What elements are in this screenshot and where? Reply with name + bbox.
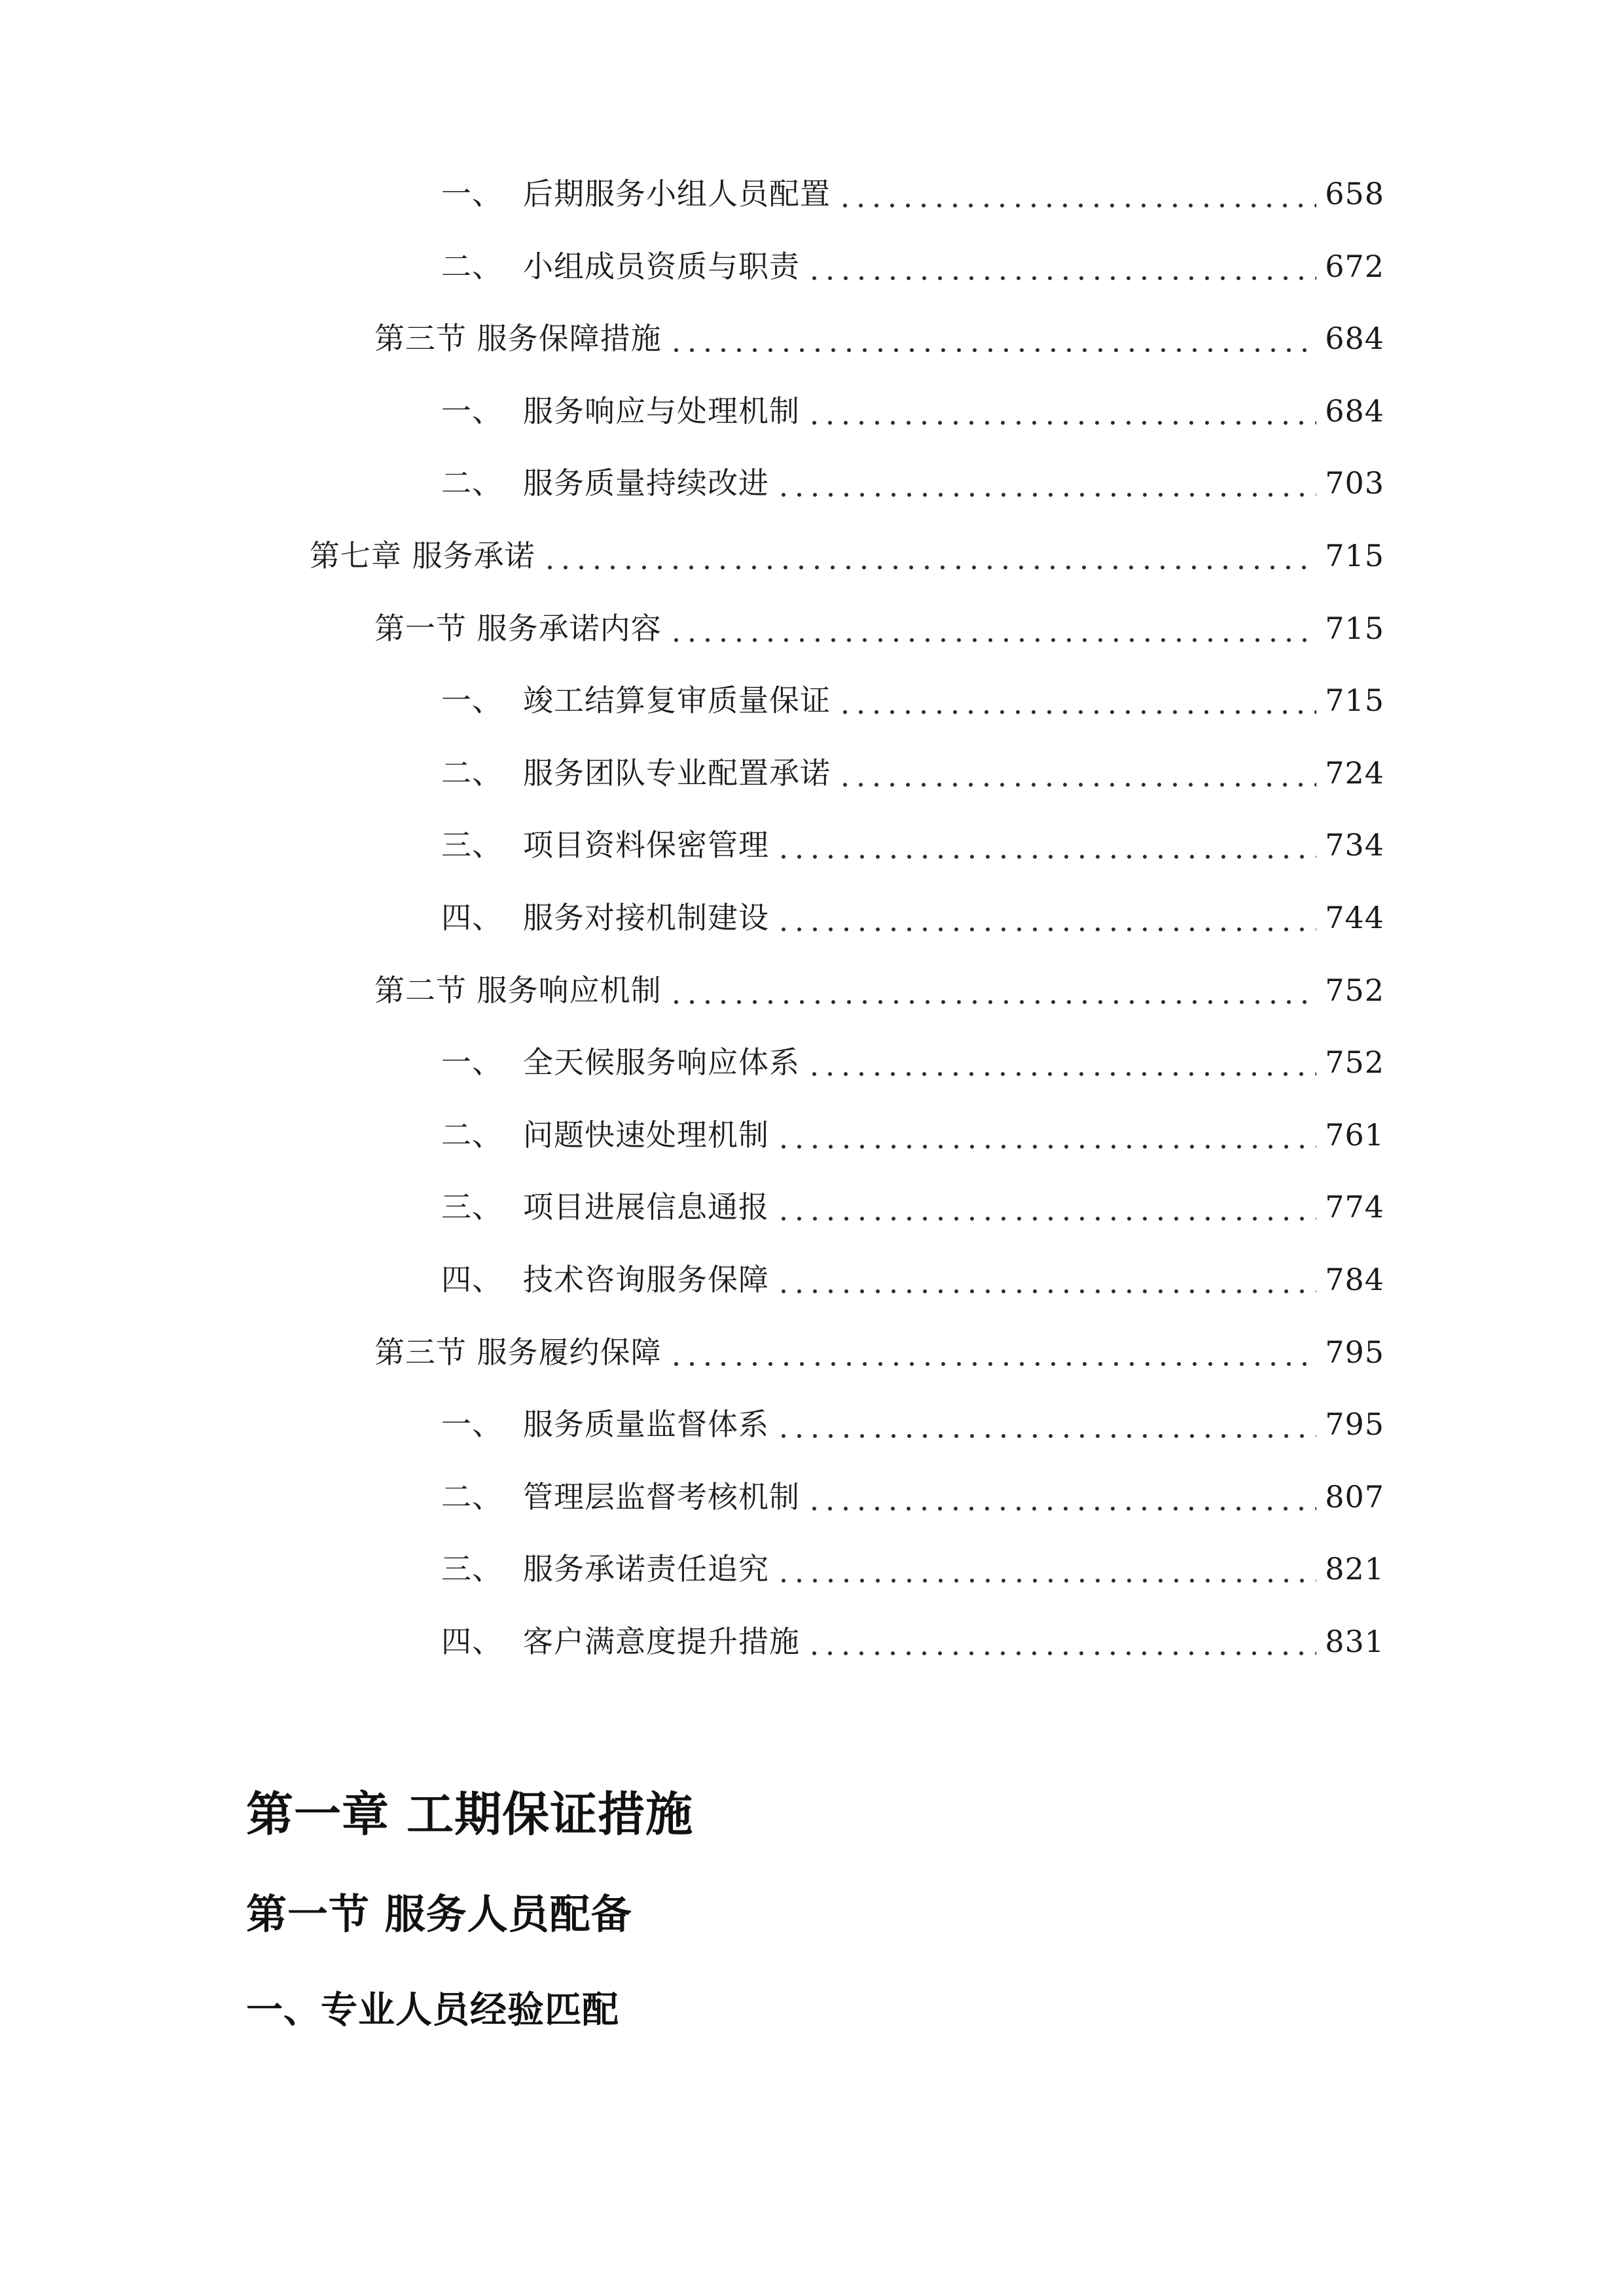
toc-entry-title: 第三节 服务履约保障 <box>374 1335 662 1370</box>
toc-entry[interactable] <box>441 1618 1384 1665</box>
toc-entry[interactable] <box>441 1473 1384 1520</box>
toc-dot-leader <box>668 315 1316 362</box>
toc-entry-title: 第二节 服务响应机制 <box>374 973 662 1008</box>
toc-entry-number: 一、 <box>441 176 503 211</box>
toc-entry-title: 服务对接机制建设 <box>523 900 769 935</box>
toc-entry-page-number: 744 <box>1325 900 1384 935</box>
toc-entry-page-number: 831 <box>1325 1624 1384 1659</box>
toc-dot-leader <box>776 894 1316 941</box>
toc-dot-leader <box>776 1401 1316 1448</box>
toc-dot-leader <box>668 967 1316 1014</box>
subsection-heading: 一、专业人员经验匹配 <box>246 1989 619 2032</box>
toc-entry-title: 项目资料保密管理 <box>523 827 769 863</box>
toc-dot-leader <box>776 1256 1316 1303</box>
toc-entry-title: 后期服务小组人员配置 <box>523 176 831 211</box>
toc-entry-title: 服务响应与处理机制 <box>523 393 800 429</box>
toc-entry-number: 二、 <box>441 755 503 791</box>
toc-dot-leader <box>806 387 1316 435</box>
toc-dot-leader <box>776 821 1316 869</box>
toc-entry[interactable] <box>441 243 1384 290</box>
toc-entry[interactable] <box>441 459 1384 507</box>
toc-dot-leader <box>776 1545 1316 1592</box>
toc-entry-number: 一、 <box>441 1045 503 1080</box>
toc-entry-page-number: 658 <box>1325 176 1384 211</box>
toc-entry-page-number: 807 <box>1325 1479 1384 1515</box>
toc-entry[interactable] <box>441 677 1384 724</box>
toc-entry[interactable] <box>441 894 1384 941</box>
toc-entry[interactable] <box>441 1401 1384 1448</box>
section-heading: 第一节 服务人员配备 <box>246 1890 632 1938</box>
toc-dot-leader <box>776 459 1316 507</box>
toc-dot-leader <box>806 1618 1316 1665</box>
toc-entry-page-number: 784 <box>1325 1262 1384 1297</box>
toc-entry-title: 第七章 服务承诺 <box>310 538 535 573</box>
toc-entry[interactable] <box>441 821 1384 869</box>
toc-entry-number: 二、 <box>441 1117 503 1153</box>
toc-entry-page-number: 715 <box>1325 611 1384 646</box>
toc-entry-number: 四、 <box>441 1262 503 1297</box>
toc-entry-title: 服务承诺责任追究 <box>523 1551 769 1587</box>
toc-entry-title: 技术咨询服务保障 <box>523 1262 769 1297</box>
toc-dot-leader <box>837 170 1316 217</box>
toc-entry-number: 二、 <box>441 1479 503 1515</box>
toc-entry[interactable] <box>374 315 1384 362</box>
toc-dot-leader <box>776 1111 1316 1158</box>
toc-entry[interactable] <box>310 532 1384 579</box>
toc-dot-leader <box>806 243 1316 290</box>
toc-entry-number: 四、 <box>441 900 503 935</box>
toc-entry-page-number: 684 <box>1325 321 1384 356</box>
toc-entry-number: 四、 <box>441 1624 503 1659</box>
toc-dot-leader <box>668 1329 1316 1376</box>
toc-entry-title: 问题快速处理机制 <box>523 1117 769 1153</box>
toc-entry-title: 服务质量持续改进 <box>523 465 769 501</box>
toc-entry[interactable] <box>374 605 1384 652</box>
toc-entry-title: 服务质量监督体系 <box>523 1407 769 1442</box>
toc-dot-leader <box>806 1039 1316 1086</box>
toc-entry-page-number: 774 <box>1325 1189 1384 1225</box>
toc-entry-title: 竣工结算复审质量保证 <box>523 683 831 718</box>
toc-entry-page-number: 715 <box>1325 683 1384 718</box>
toc-entry-number: 一、 <box>441 393 503 429</box>
chapter-heading: 第一章 工期保证措施 <box>246 1787 694 1842</box>
toc-entry-page-number: 795 <box>1325 1407 1384 1442</box>
toc-entry-title: 全天候服务响应体系 <box>523 1045 800 1080</box>
toc-entry[interactable] <box>441 170 1384 217</box>
toc-entry-title: 客户满意度提升措施 <box>523 1624 800 1659</box>
toc-entry-page-number: 734 <box>1325 827 1384 863</box>
toc-entry-number: 二、 <box>441 465 503 501</box>
toc-entry[interactable] <box>441 387 1384 435</box>
toc-entry[interactable] <box>374 1329 1384 1376</box>
toc-entry-number: 三、 <box>441 1189 503 1225</box>
toc-dot-leader <box>776 1183 1316 1230</box>
toc-entry-number: 三、 <box>441 1551 503 1587</box>
toc-entry-title: 项目进展信息通报 <box>523 1189 769 1225</box>
toc-dot-leader <box>837 677 1316 724</box>
toc-entry[interactable] <box>441 1039 1384 1086</box>
toc-entry[interactable] <box>441 749 1384 797</box>
toc-entry[interactable] <box>441 1545 1384 1592</box>
toc-entry-number: 一、 <box>441 683 503 718</box>
toc-entry-title: 小组成员资质与职责 <box>523 249 800 284</box>
toc-entry-page-number: 672 <box>1325 249 1384 284</box>
toc-entry-number: 三、 <box>441 827 503 863</box>
toc-entry-number: 二、 <box>441 249 503 284</box>
toc-entry[interactable] <box>441 1111 1384 1158</box>
toc-entry-page-number: 795 <box>1325 1335 1384 1370</box>
toc-entry[interactable] <box>374 967 1384 1014</box>
toc-entry-page-number: 684 <box>1325 393 1384 429</box>
toc-entry-page-number: 752 <box>1325 1045 1384 1080</box>
toc-entry-title: 管理层监督考核机制 <box>523 1479 800 1515</box>
toc-entry-page-number: 703 <box>1325 465 1384 501</box>
toc-entry-title: 第三节 服务保障措施 <box>374 321 662 356</box>
toc-entry-title: 第一节 服务承诺内容 <box>374 611 662 646</box>
toc-entry-title: 服务团队专业配置承诺 <box>523 755 831 791</box>
toc-entry[interactable] <box>441 1183 1384 1230</box>
toc-entry-page-number: 821 <box>1325 1551 1384 1587</box>
toc-dot-leader <box>806 1473 1316 1520</box>
toc-entry-number: 一、 <box>441 1407 503 1442</box>
toc-entry[interactable] <box>441 1256 1384 1303</box>
toc-entry-page-number: 761 <box>1325 1117 1384 1153</box>
toc-dot-leader <box>837 749 1316 797</box>
toc-entry-page-number: 724 <box>1325 755 1384 791</box>
toc-entry-page-number: 715 <box>1325 538 1384 573</box>
toc-dot-leader <box>668 605 1316 652</box>
toc-entry-page-number: 752 <box>1325 973 1384 1008</box>
toc-dot-leader <box>542 532 1316 579</box>
